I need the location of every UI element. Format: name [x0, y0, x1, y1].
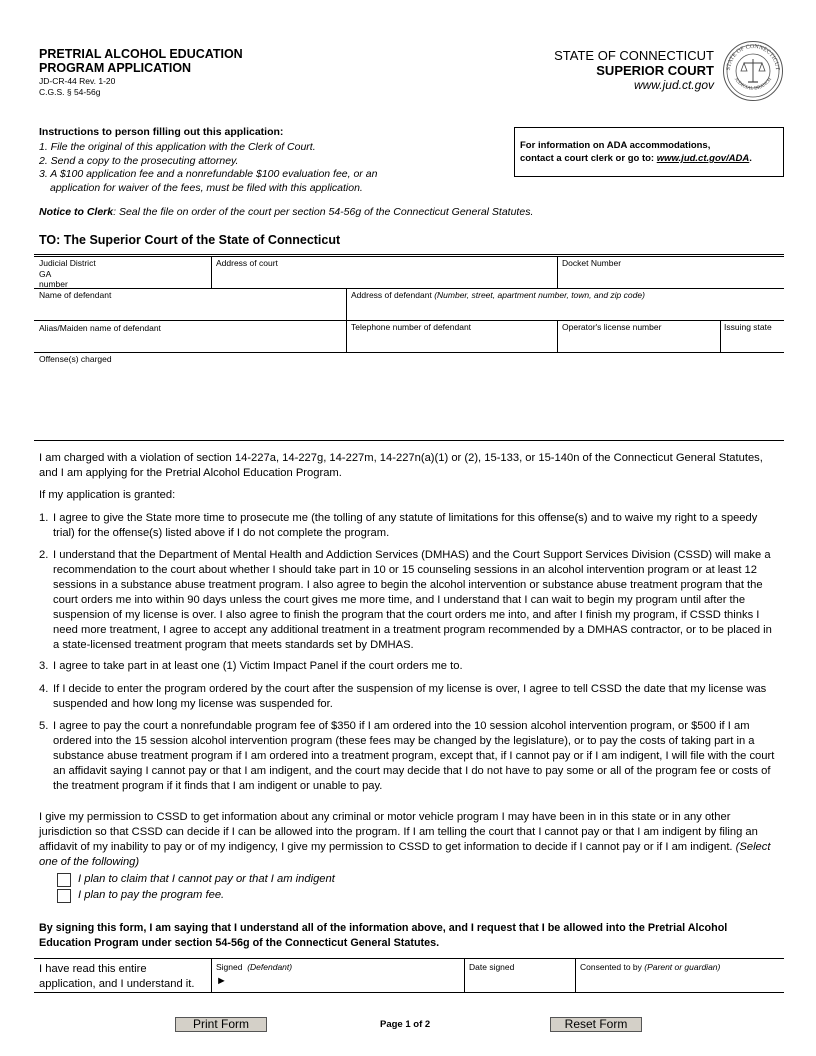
defendant-address-input[interactable]: [351, 301, 781, 319]
read-line2: application, and I understand it.: [39, 977, 195, 990]
instructions-heading: Instructions to person filling out this application:: [39, 126, 284, 138]
ga-label: GA: [39, 269, 52, 279]
instruction-item: 3. A $100 application fee and a nonrefundable $100 evaluation fee, or an: [39, 168, 378, 180]
form-number: JD-CR-44 Rev. 1-20: [39, 76, 116, 86]
permission-text: I give my permission to CSSD to get information about any criminal or motor vehicle program I may have been in in this state or in any other jurisdiction so that CSSD can decide if I can be allowed into the program. If I am telling the court that I cannot pay or that I am indigent by filing an affidavit of my inability to pay or of my indigency, I give my permission to CSSD to get information to decide if I cannot pay or if I am indigent.: [39, 811, 758, 853]
docket-number-label: Docket Number: [562, 258, 622, 268]
to-line: TO: The Superior Court of the State of Connecticut: [39, 233, 341, 247]
option-pay-checkbox[interactable]: [57, 889, 71, 903]
telephone-label: Telephone number of defendant: [351, 322, 472, 332]
ada-suffix: .: [749, 153, 752, 164]
statute-ref: C.G.S. § 54-56g: [39, 87, 101, 97]
agreement-item-4: [39, 682, 779, 712]
seal-text-top: STATE OF CONNECTICUT: [725, 43, 781, 71]
print-form-button[interactable]: Print Form: [175, 1017, 267, 1032]
issuing-state-label: Issuing state: [724, 322, 772, 332]
ada-box: [514, 127, 784, 177]
item-text: I understand that the Department of Mental Health and Addiction Services (DMHAS) and the Court Support Services Division (CSSD) will make a recommendation to the court about whether I should take part in 10 or 15 counseling sessions in an alcohol intervention program or at least 12 sessions in a substance abuse treatment program. I also agree to begin the alcohol intervention or substance abuse treatment program that the court orders me into within 90 days unless the court gives me more time, and I understand that I can wait to begin my program until after the suspension of my license is over. I also agree to finish the program that the court orders me into, and after I finish my program, if CSSD thinks I need more treatment, I agree to accept any additional treatment in a treatment program recommended by a DMHAS contractor, or to be placed in a state-licensed treatment program that meets standards set by DMHAS.: [53, 549, 772, 651]
option-indigent-checkbox[interactable]: [57, 873, 71, 887]
offenses-label: Offense(s) charged: [39, 354, 112, 364]
signature-input[interactable]: [230, 974, 461, 990]
alias-label: Alias/Maiden name of defendant: [39, 323, 161, 333]
license-input[interactable]: [562, 334, 717, 351]
address-of-court-label: Address of court: [216, 258, 278, 268]
signing-statement: By signing this form, I am saying that I understand all of the information above, and I request that I be allowed into the Pretrial Alcohol Education Program under section 54-56g of the Connecticut General Statutes.: [39, 922, 728, 949]
signed-label-text: Signed: [216, 962, 243, 972]
seal-text-bottom: JUDICIAL BRANCH: [732, 77, 774, 92]
address-of-court-input[interactable]: [216, 269, 554, 287]
consented-hint: (Parent or guardian): [644, 962, 721, 972]
court-name: SUPERIOR COURT: [596, 63, 714, 78]
item-number: 5.: [39, 720, 49, 732]
item-text: If I decide to enter the program ordered by the court after the suspension of my license is over, I agree to tell CSSD the date that my license was suspended and how long my license was suspended for.: [53, 683, 767, 710]
signed-hint: (Defendant): [247, 962, 293, 972]
telephone-input[interactable]: [351, 334, 554, 351]
notice-to-clerk: [39, 206, 533, 218]
item-number: 2.: [39, 549, 49, 561]
intro-paragraph: I am charged with a violation of section 14-227a, 14-227g, 14-227m, 14-227n(a)(1) or (2), 15-133, or 15-140n of the Connecticut General Statutes, and I am applying for the Pretrial Alcohol Education Program.: [39, 452, 763, 479]
website: www.jud.ct.gov: [633, 78, 714, 92]
court-header: [554, 48, 714, 93]
instructions-list: [39, 141, 377, 195]
instruction-item: 1. File the original of this application with the Clerk of Court.: [39, 141, 316, 153]
option-pay-label: I plan to pay the program fee.: [78, 889, 225, 901]
consented-input[interactable]: [580, 974, 782, 990]
item-number: 3.: [39, 660, 49, 672]
judicial-district-input[interactable]: [100, 268, 208, 286]
instruction-item: application for waiver of the fees, must be filed with this application.: [50, 181, 363, 194]
state-seal-icon: [722, 40, 784, 102]
defendant-name-label: Name of defendant: [39, 290, 112, 300]
signature-arrow-icon: ►: [216, 975, 227, 987]
defendant-address-hint: (Number, street, apartment number, town, and zip code): [434, 290, 645, 300]
read-line1: I have read this entire: [39, 963, 147, 975]
issuing-state-input[interactable]: [724, 334, 782, 351]
license-label: Operator's license number: [562, 322, 662, 332]
judicial-district-label: Judicial District: [39, 258, 96, 268]
read-statement: [39, 962, 195, 991]
agreement-item-5: [39, 719, 779, 794]
item-number: 4.: [39, 683, 49, 695]
if-granted: If my application is granted:: [39, 489, 176, 501]
option-indigent-label: I plan to claim that I cannot pay or that I am indigent: [78, 873, 335, 885]
item-number: 1.: [39, 512, 49, 524]
agreement-item-3: [39, 659, 779, 674]
select-one-hint: (Select one of the following): [39, 841, 771, 868]
signed-label: [216, 962, 292, 972]
alias-input[interactable]: [39, 334, 343, 351]
page-number: Page 1 of 2: [380, 1019, 431, 1030]
date-signed-label: Date signed: [469, 962, 515, 972]
notice-label: Notice to Clerk: [39, 206, 114, 218]
reset-form-button[interactable]: Reset Form: [550, 1017, 642, 1032]
form-meta: [39, 76, 115, 98]
state-name: STATE OF CONNECTICUT: [554, 48, 714, 63]
agreement-item-1: [39, 511, 779, 541]
form-title-line1: PRETRIAL ALCOHOL EDUCATION: [39, 47, 243, 61]
form-title-line2: PROGRAM APPLICATION: [39, 61, 192, 75]
agreement-item-2: [39, 548, 779, 653]
permission-paragraph: [39, 810, 779, 870]
number-label: number: [39, 279, 68, 289]
consented-label-text: Consented to by: [580, 962, 642, 972]
item-text: I agree to take part in at least one (1) Victim Impact Panel if the court orders me to.: [53, 660, 463, 672]
item-text: I agree to give the State more time to prosecute me (the tolling of any statute of limitations for this offense(s) and to waive my right to a speedy trial) for the offense(s) listed above if I do not complete the program.: [53, 512, 758, 539]
docket-number-input[interactable]: [562, 269, 782, 287]
ada-link[interactable]: www.jud.ct.gov/ADA: [656, 153, 750, 164]
consented-label: [580, 962, 720, 972]
ada-line2: contact a court clerk or go to:: [520, 153, 657, 164]
offenses-input[interactable]: [39, 366, 781, 438]
defendant-address-label-text: Address of defendant: [351, 290, 432, 300]
ada-line1: For information on ADA accommodations,: [520, 140, 711, 151]
item-text: I agree to pay the court a nonrefundable program fee of $350 if I am ordered into the 10 session alcohol intervention program, or $500 if I am ordered into the 15 session alcohol intervention program (these fees may be changed by the legislature), or to pay the costs of taking part in a substance abuse treatment program if I am ordered into a treatment program, except that, if I cannot pay or if I am indigent, I will file with the court an affidavit saying I cannot pay or that I am indigent, and the court may decide that I do not have to pay some or all of the program fee or costs of the treatment program if it finds that I am indigent or unable to pay.: [53, 720, 775, 792]
date-signed-input[interactable]: [469, 974, 572, 990]
form-title: [39, 47, 243, 75]
defendant-name-input[interactable]: [39, 301, 343, 319]
notice-text: : Seal the file on order of the court per section 54-56g of the Connecticut General Statutes.: [113, 206, 534, 218]
defendant-address-label: [351, 290, 645, 300]
instruction-item: 2. Send a copy to the prosecuting attorney.: [39, 154, 239, 167]
